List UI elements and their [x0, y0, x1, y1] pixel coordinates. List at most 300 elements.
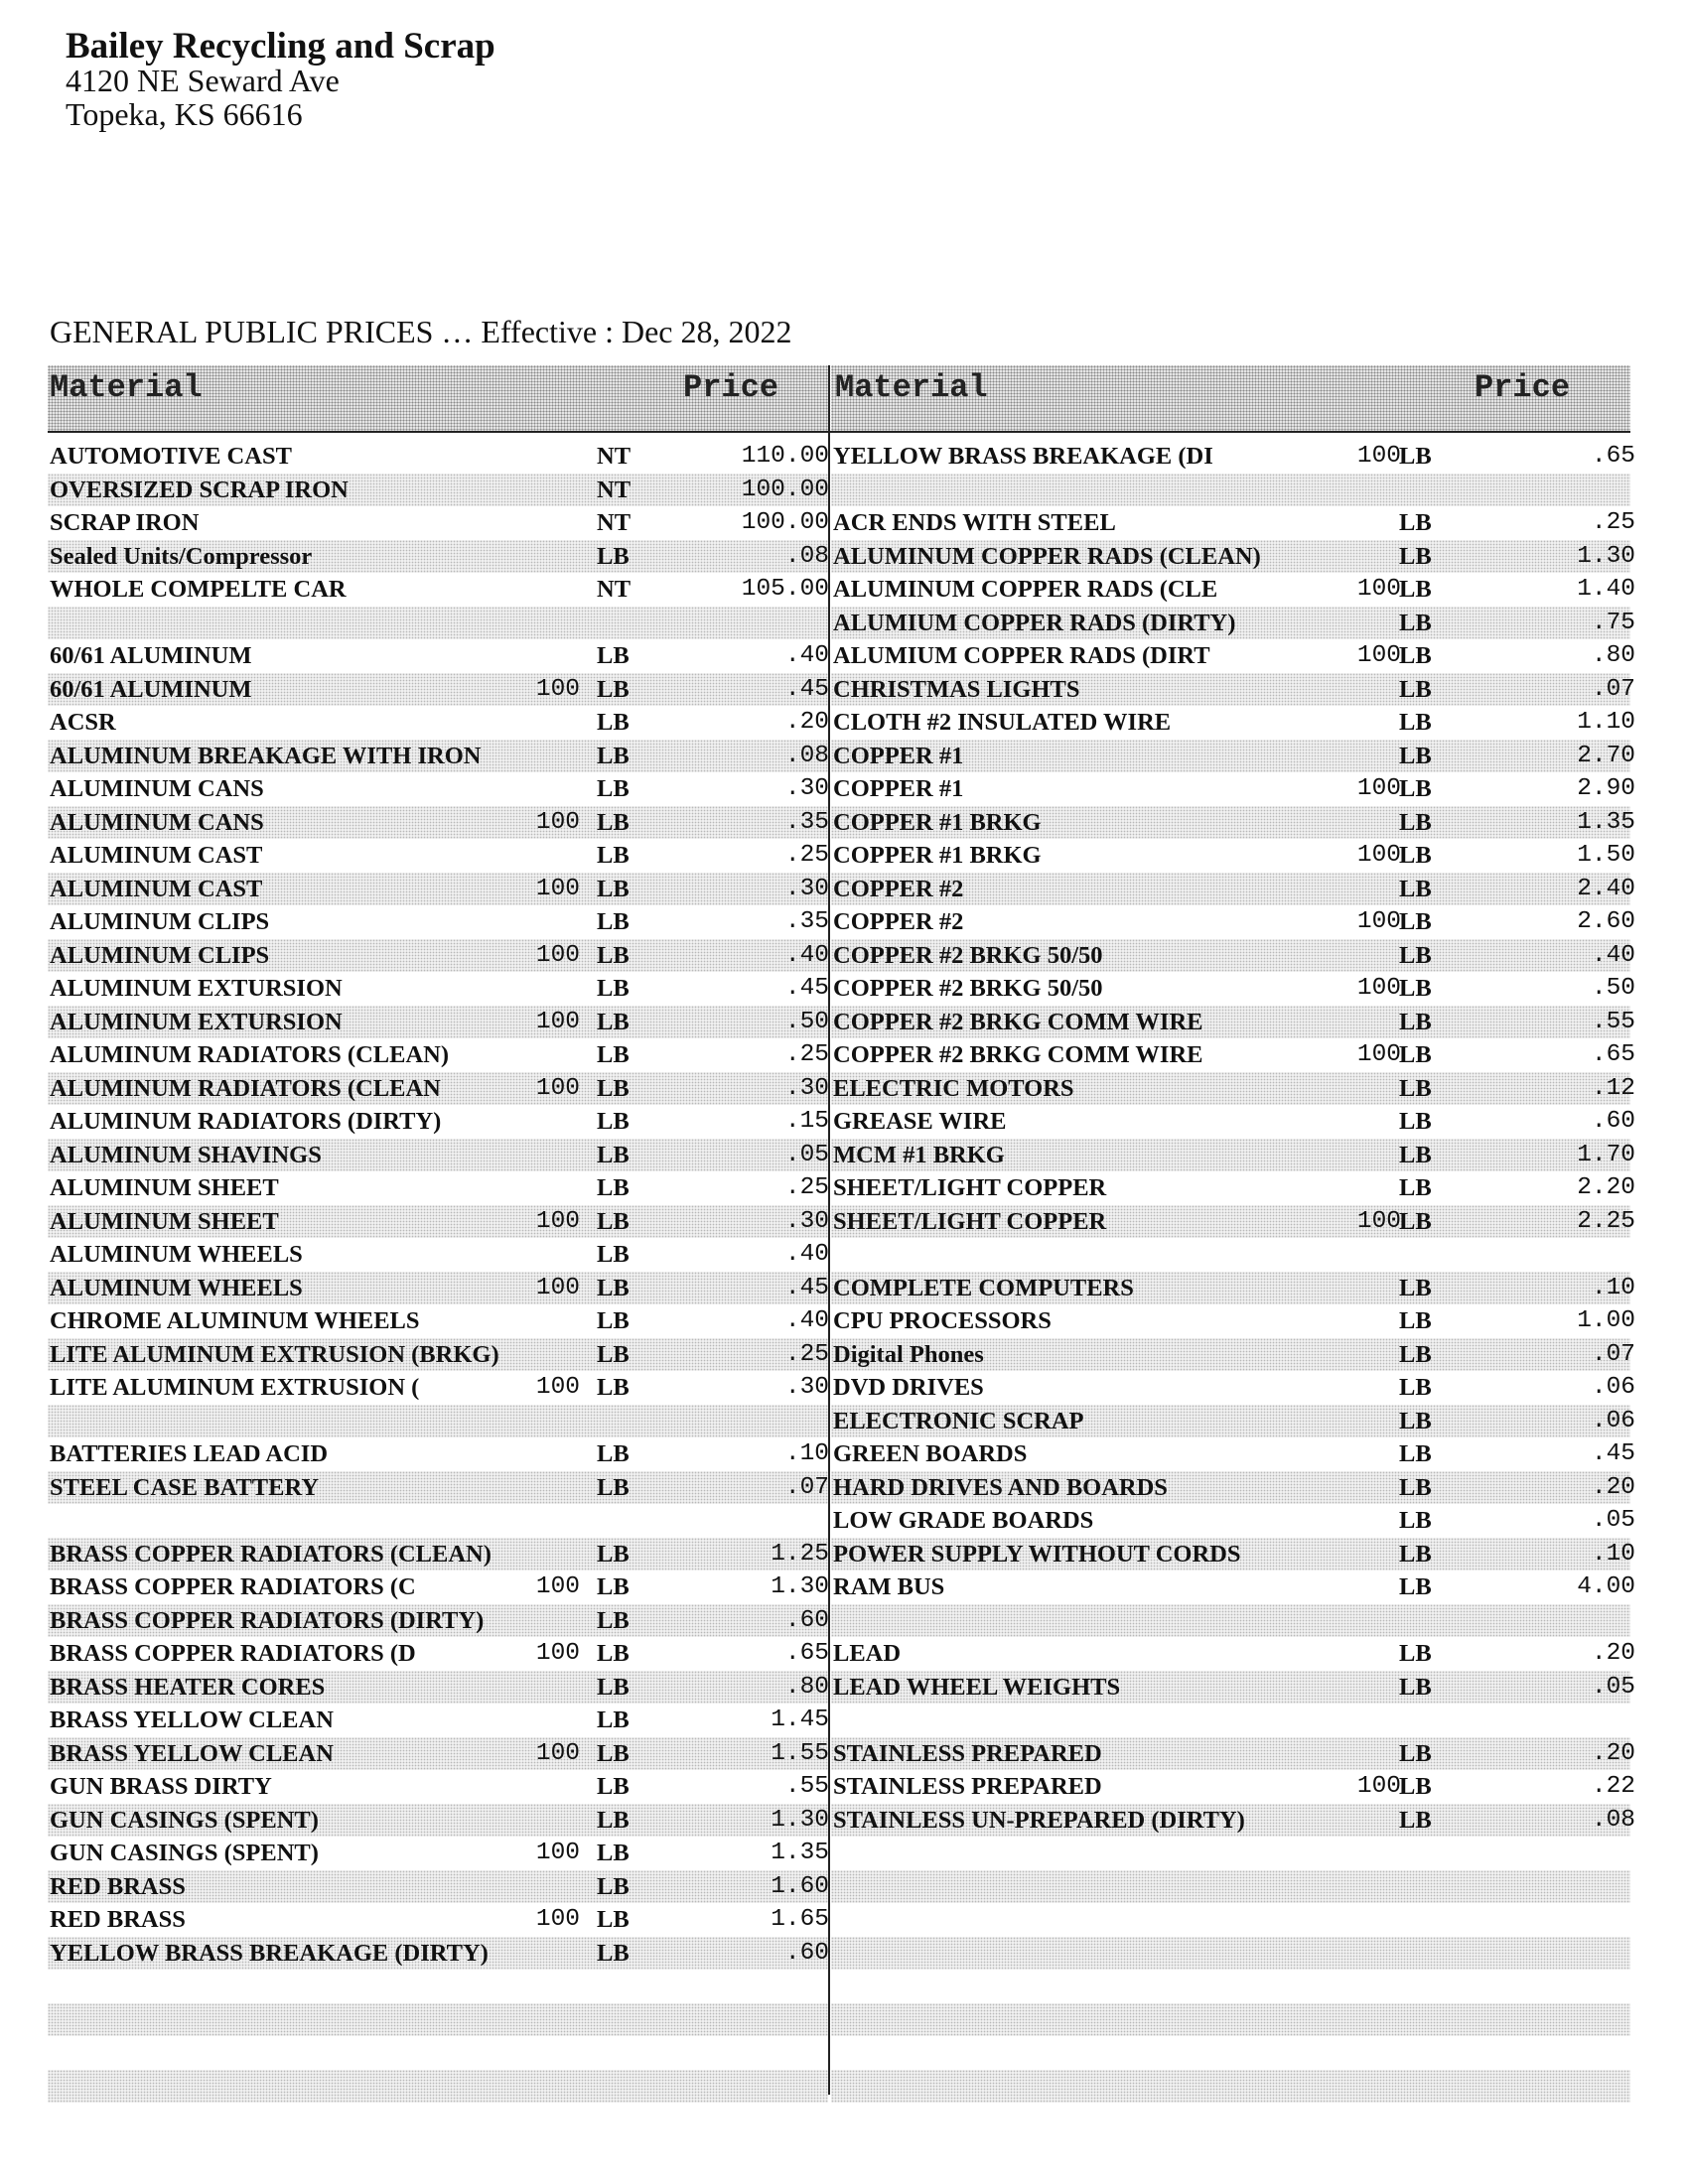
material-name: LEAD WHEEL WEIGHTS [833, 1673, 1121, 1701]
table-row [831, 607, 1635, 640]
unit-label: LB [597, 975, 630, 1002]
price-value: 1.30 [771, 1573, 829, 1600]
table-row [48, 1205, 828, 1239]
unit-label: LB [597, 1141, 630, 1168]
table-row [831, 1504, 1635, 1538]
table-row [48, 1903, 828, 1937]
unit-label: LB [1399, 1207, 1432, 1235]
table-row [48, 873, 828, 906]
table-row [48, 1171, 828, 1205]
table-row [48, 1072, 828, 1106]
material-name: LOW GRADE BOARDS [833, 1507, 1094, 1534]
unit-label: LB [597, 1374, 630, 1401]
price-value: .30 [784, 1074, 829, 1102]
material-name: WHOLE COMPELTE CAR [50, 576, 347, 603]
material-name: COPPER #2 BRKG COMM WIRE [833, 1041, 1203, 1068]
material-name: STEEL CASE BATTERY [50, 1473, 320, 1501]
unit-label: LB [597, 1773, 630, 1800]
table-row [48, 772, 828, 806]
table-row [831, 806, 1635, 840]
unit-label: LB [1399, 1407, 1432, 1434]
price-value: 1.55 [771, 1739, 829, 1767]
unit-label: LB [1399, 1008, 1432, 1035]
quantity-break: 100 [535, 1008, 580, 1035]
table-row [48, 540, 828, 574]
unit-label: LB [1399, 1340, 1432, 1368]
table-row [831, 506, 1635, 540]
unit-label: LB [1399, 941, 1432, 969]
price-value: .05 [1591, 1507, 1635, 1534]
table-row [831, 1804, 1635, 1838]
material-name: COPPER #1 [833, 742, 964, 769]
unit-label: LB [1399, 842, 1432, 869]
table-row [48, 939, 828, 973]
price-value: 2.90 [1577, 775, 1635, 802]
material-name: ALUMIUM COPPER RADS (DIRTY) [833, 609, 1236, 636]
material-name: RED BRASS [50, 1906, 186, 1933]
price-value: .65 [1591, 1041, 1635, 1068]
table-row [831, 1338, 1635, 1372]
price-value: 1.70 [1577, 1141, 1635, 1168]
material-name: ALUMINUM CAST [50, 875, 263, 902]
unit-label: LB [597, 1640, 630, 1667]
price-value: 1.35 [1577, 808, 1635, 836]
unit-label: LB [1399, 908, 1432, 935]
material-name: GUN CASINGS (SPENT) [50, 1806, 319, 1834]
unit-label: LB [1399, 1041, 1432, 1068]
quantity-break: 100 [535, 875, 580, 902]
price-list-title: GENERAL PUBLIC PRICES … Effective : Dec 28, 2022 [50, 314, 792, 349]
material-name: ALUMINUM CANS [50, 775, 264, 802]
material-name: LEAD [833, 1640, 902, 1667]
material-name: BRASS COPPER RADIATORS (CLEAN) [50, 1540, 492, 1568]
unit-label: LB [597, 1939, 630, 1967]
company-address-line2: Topeka, KS 66616 [66, 96, 303, 132]
table-row [48, 673, 828, 707]
unit-label: NT [597, 576, 632, 603]
table-row [831, 1837, 1630, 1870]
material-name: ALUMINUM CLIPS [50, 941, 270, 969]
price-value: .45 [784, 1274, 829, 1301]
table-row [831, 1471, 1635, 1505]
material-name: SCRAP IRON [50, 509, 200, 536]
table-row [48, 1371, 828, 1405]
unit-label: LB [1399, 1174, 1432, 1201]
unit-label: LB [1399, 1806, 1432, 1834]
material-name: STAINLESS PREPARED [833, 1773, 1102, 1800]
unit-label: LB [597, 842, 630, 869]
material-name: ALUMIUM COPPER RADS (DIRT [833, 642, 1210, 669]
unit-label: LB [1399, 609, 1432, 636]
table-row [48, 1006, 828, 1039]
price-value: .55 [784, 1773, 829, 1800]
price-value: 4.00 [1577, 1573, 1635, 1600]
table-row [48, 1304, 828, 1338]
table-row [831, 1870, 1630, 1904]
material-name: BRASS COPPER RADIATORS (C [50, 1573, 416, 1600]
material-name: SHEET/LIGHT COPPER [833, 1207, 1107, 1235]
material-name: ALUMINUM EXTURSION [50, 975, 343, 1002]
price-value: 1.45 [771, 1706, 829, 1733]
material-name: HARD DRIVES AND BOARDS [833, 1473, 1168, 1501]
unit-label: LB [597, 1207, 630, 1235]
quantity-break: 100 [535, 1573, 580, 1600]
unit-label: LB [597, 1041, 630, 1068]
price-value: .60 [784, 1606, 829, 1634]
unit-label: LB [597, 1307, 630, 1334]
price-value: 1.10 [1577, 709, 1635, 736]
quantity-break: 100 [1356, 576, 1401, 603]
table-row [48, 1870, 828, 1904]
table-row [831, 673, 1635, 707]
table-row [831, 1538, 1635, 1571]
material-name: COPPER #2 BRKG 50/50 [833, 975, 1103, 1002]
material-name: 60/61 ALUMINUM [50, 675, 252, 703]
unit-label: LB [1399, 808, 1432, 836]
quantity-break: 100 [1356, 775, 1401, 802]
table-row [48, 1538, 828, 1571]
unit-label: LB [1399, 1673, 1432, 1701]
material-name: CHROME ALUMINUM WHEELS [50, 1307, 420, 1334]
material-name: RED BRASS [50, 1872, 186, 1900]
price-value: .80 [1591, 642, 1635, 669]
price-value: .25 [784, 1174, 829, 1201]
unit-label: LB [1399, 709, 1432, 736]
price-value: .65 [784, 1640, 829, 1667]
table-row [831, 2036, 1630, 2070]
price-value: 1.35 [771, 1840, 829, 1866]
price-value: .06 [1591, 1374, 1635, 1401]
table-row [831, 873, 1635, 906]
quantity-break: 100 [1356, 1041, 1401, 1068]
price-value: .55 [1591, 1008, 1635, 1035]
unit-label: LB [597, 1074, 630, 1102]
quantity-break: 100 [1356, 1773, 1401, 1800]
material-name: ALUMINUM RADIATORS (DIRTY) [50, 1108, 442, 1135]
unit-label: LB [1399, 975, 1432, 1002]
table-row [48, 905, 828, 939]
table-row [831, 1637, 1635, 1671]
quantity-break: 100 [535, 1207, 580, 1235]
price-value: .35 [784, 808, 829, 836]
unit-label: LB [597, 1872, 630, 1900]
header-rule [48, 431, 1630, 433]
price-value: 2.40 [1577, 875, 1635, 902]
material-name: COPPER #2 [833, 908, 964, 935]
quantity-break: 100 [535, 1906, 580, 1933]
material-name: STAINLESS UN-PREPARED (DIRTY) [833, 1806, 1245, 1834]
company-address-line1: 4120 NE Seward Ave [66, 63, 340, 98]
material-name: CPU PROCESSORS [833, 1307, 1052, 1334]
table-row [48, 1272, 828, 1305]
material-name: YELLOW BRASS BREAKAGE (DI [833, 443, 1213, 470]
material-name: Sealed Units/Compressor [50, 542, 313, 570]
table-row [831, 474, 1630, 507]
price-value: .05 [1591, 1673, 1635, 1701]
table-row [831, 839, 1635, 873]
price-value: .25 [1591, 509, 1635, 536]
price-value: .45 [1591, 1440, 1635, 1467]
unit-label: LB [597, 1706, 630, 1733]
table-row [48, 1937, 828, 1971]
table-row [48, 1837, 828, 1870]
price-value: .60 [1591, 1108, 1635, 1135]
price-value: .30 [784, 775, 829, 802]
price-value: .12 [1591, 1074, 1635, 1102]
table-row [48, 1105, 828, 1139]
table-row [831, 2003, 1630, 2037]
table-row [831, 1038, 1635, 1072]
price-value: .22 [1591, 1773, 1635, 1800]
material-name: GREEN BOARDS [833, 1440, 1028, 1467]
price-value: .08 [1591, 1806, 1635, 1834]
material-name: CLOTH #2 INSULATED WIRE [833, 709, 1172, 736]
table-row [48, 1139, 828, 1172]
price-value: .15 [784, 1108, 829, 1135]
table-row [48, 740, 828, 773]
table-row [48, 839, 828, 873]
price-value: 1.30 [771, 1806, 829, 1834]
price-value: .10 [1591, 1540, 1635, 1568]
table-row [831, 573, 1635, 607]
table-row [831, 2070, 1630, 2104]
material-name: SHEET/LIGHT COPPER [833, 1174, 1107, 1201]
price-value: .40 [784, 1307, 829, 1334]
price-value: .08 [784, 742, 829, 769]
price-value: .20 [1591, 1640, 1635, 1667]
price-value: .40 [784, 642, 829, 669]
price-value: .20 [1591, 1739, 1635, 1767]
price-value: .40 [784, 1241, 829, 1268]
table-row [831, 1105, 1635, 1139]
table-row [831, 1371, 1635, 1405]
unit-label: LB [1399, 1473, 1432, 1501]
right-material-header: Material [835, 369, 988, 406]
table-row [831, 905, 1635, 939]
quantity-break: 100 [535, 1840, 580, 1866]
table-row [48, 1471, 828, 1505]
unit-label: LB [1399, 742, 1432, 769]
unit-label: LB [597, 1606, 630, 1634]
material-name: ACSR [50, 709, 116, 736]
material-name: ALUMINUM RADIATORS (CLEAN) [50, 1041, 449, 1068]
price-value: 110.00 [741, 443, 829, 470]
unit-label: LB [597, 941, 630, 969]
table-row [48, 2070, 828, 2104]
quantity-break: 100 [1356, 1207, 1401, 1235]
material-name: ALUMINUM WHEELS [50, 1274, 303, 1301]
quantity-break: 100 [1356, 975, 1401, 1002]
table-row [48, 474, 828, 507]
material-name: 60/61 ALUMINUM [50, 642, 252, 669]
material-name: COPPER #1 BRKG [833, 842, 1042, 869]
material-name: BRASS YELLOW CLEAN [50, 1739, 334, 1767]
table-row [48, 440, 828, 474]
unit-label: LB [597, 1241, 630, 1268]
unit-label: LB [597, 1108, 630, 1135]
material-name: ALUMINUM COPPER RADS (CLE [833, 576, 1218, 603]
table-row [831, 1570, 1635, 1604]
table-row [831, 440, 1635, 474]
table-row [48, 506, 828, 540]
table-row [48, 1671, 828, 1705]
unit-label: LB [1399, 443, 1432, 470]
price-value: .50 [784, 1008, 829, 1035]
price-value: 1.00 [1577, 1307, 1635, 1334]
unit-label: LB [597, 1340, 630, 1368]
price-value: .40 [784, 941, 829, 969]
table-row [48, 1570, 828, 1604]
unit-label: LB [1399, 1540, 1432, 1568]
price-value: .25 [784, 842, 829, 869]
material-name: COPPER #2 BRKG COMM WIRE [833, 1008, 1203, 1035]
table-row [48, 1504, 828, 1538]
material-name: ALUMINUM SHAVINGS [50, 1141, 322, 1168]
table-row [831, 1671, 1635, 1705]
price-value: .30 [784, 1207, 829, 1235]
unit-label: LB [1399, 542, 1432, 570]
table-row [48, 1637, 828, 1671]
price-value: 2.25 [1577, 1207, 1635, 1235]
price-value: 1.25 [771, 1540, 829, 1568]
unit-label: LB [597, 642, 630, 669]
material-name: AUTOMOTIVE CAST [50, 443, 292, 470]
price-value: .08 [784, 542, 829, 570]
unit-label: LB [597, 542, 630, 570]
price-value: 100.00 [741, 509, 829, 536]
material-name: GUN CASINGS (SPENT) [50, 1840, 319, 1866]
unit-label: LB [1399, 1274, 1432, 1301]
unit-label: LB [597, 875, 630, 902]
unit-label: LB [1399, 1074, 1432, 1102]
unit-label: LB [597, 1174, 630, 1201]
unit-label: LB [1399, 775, 1432, 802]
unit-label: LB [597, 1906, 630, 1933]
material-name: COPPER #1 BRKG [833, 808, 1042, 836]
unit-label: LB [1399, 1507, 1432, 1534]
material-name: BRASS COPPER RADIATORS (DIRTY) [50, 1606, 485, 1634]
price-value: .07 [1591, 1340, 1635, 1368]
table-row [831, 1171, 1635, 1205]
quantity-break: 100 [535, 1074, 580, 1102]
price-value: 2.70 [1577, 742, 1635, 769]
unit-label: LB [1399, 1108, 1432, 1135]
table-row [831, 1405, 1635, 1438]
table-row [831, 1737, 1635, 1771]
table-row [831, 1139, 1635, 1172]
table-row [831, 706, 1635, 740]
material-name: ALUMINUM CLIPS [50, 908, 270, 935]
table-row [48, 1437, 828, 1471]
price-value: 2.20 [1577, 1174, 1635, 1201]
table-row [48, 1338, 828, 1372]
price-value: .10 [784, 1440, 829, 1467]
table-row [48, 1704, 828, 1737]
table-row [831, 1604, 1630, 1638]
table-row [48, 1038, 828, 1072]
price-value: .35 [784, 908, 829, 935]
table-row [831, 1205, 1635, 1239]
unit-label: LB [597, 1673, 630, 1701]
quantity-break: 100 [1356, 443, 1401, 470]
quantity-break: 100 [1356, 908, 1401, 935]
unit-label: LB [597, 675, 630, 703]
material-name: RAM BUS [833, 1573, 945, 1600]
left-price-column [48, 440, 828, 2103]
quantity-break: 100 [535, 1640, 580, 1667]
unit-label: NT [597, 443, 632, 470]
material-name: LITE ALUMINUM EXTRUSION (BRKG) [50, 1340, 499, 1368]
quantity-break: 100 [535, 1274, 580, 1301]
price-value: 1.60 [771, 1872, 829, 1900]
unit-label: LB [597, 1440, 630, 1467]
unit-label: LB [1399, 1141, 1432, 1168]
unit-label: LB [1399, 1440, 1432, 1467]
material-name: COPPER #1 [833, 775, 964, 802]
material-name: ALUMINUM RADIATORS (CLEAN [50, 1074, 441, 1102]
unit-label: LB [1399, 1773, 1432, 1800]
material-name: BRASS YELLOW CLEAN [50, 1706, 334, 1733]
material-name: LITE ALUMINUM EXTRUSION ( [50, 1374, 420, 1401]
price-value: .50 [1591, 975, 1635, 1002]
table-row [48, 1804, 828, 1838]
right-price-column [831, 440, 1635, 2103]
table-row [831, 1903, 1630, 1937]
unit-label: LB [597, 709, 630, 736]
table-row [831, 939, 1635, 973]
unit-label: LB [1399, 1374, 1432, 1401]
table-row [48, 639, 828, 673]
table-row [831, 740, 1635, 773]
quantity-break: 100 [1356, 642, 1401, 669]
price-value: .45 [784, 675, 829, 703]
material-name: ALUMINUM CAST [50, 842, 263, 869]
quantity-break: 100 [1356, 842, 1401, 869]
table-row [831, 540, 1635, 574]
material-name: ALUMINUM SHEET [50, 1174, 279, 1201]
price-value: .05 [784, 1141, 829, 1168]
price-value: .20 [1591, 1473, 1635, 1501]
right-price-header: Price [1475, 369, 1571, 406]
material-name: COPPER #2 BRKG 50/50 [833, 941, 1103, 969]
material-name: CHRISTMAS LIGHTS [833, 675, 1080, 703]
price-value: 100.00 [741, 476, 829, 503]
unit-label: LB [597, 808, 630, 836]
price-value: .60 [784, 1939, 829, 1967]
table-row [48, 1238, 828, 1272]
table-row [48, 1770, 828, 1804]
unit-label: LB [597, 1573, 630, 1600]
material-name: ELECTRIC MOTORS [833, 1074, 1074, 1102]
material-name: POWER SUPPLY WITHOUT CORDS [833, 1540, 1241, 1568]
table-row [48, 607, 828, 640]
price-value: .25 [784, 1340, 829, 1368]
price-value: .30 [784, 1374, 829, 1401]
price-value: .10 [1591, 1274, 1635, 1301]
price-value: .07 [784, 1473, 829, 1501]
price-value: 1.40 [1577, 576, 1635, 603]
unit-label: NT [597, 476, 632, 503]
unit-label: LB [597, 742, 630, 769]
table-row [831, 639, 1635, 673]
price-value: 1.65 [771, 1906, 829, 1933]
left-price-header: Price [683, 369, 779, 406]
table-row [831, 1304, 1635, 1338]
table-row [48, 573, 828, 607]
table-row [48, 806, 828, 840]
unit-label: NT [597, 509, 632, 536]
price-value: 1.50 [1577, 842, 1635, 869]
